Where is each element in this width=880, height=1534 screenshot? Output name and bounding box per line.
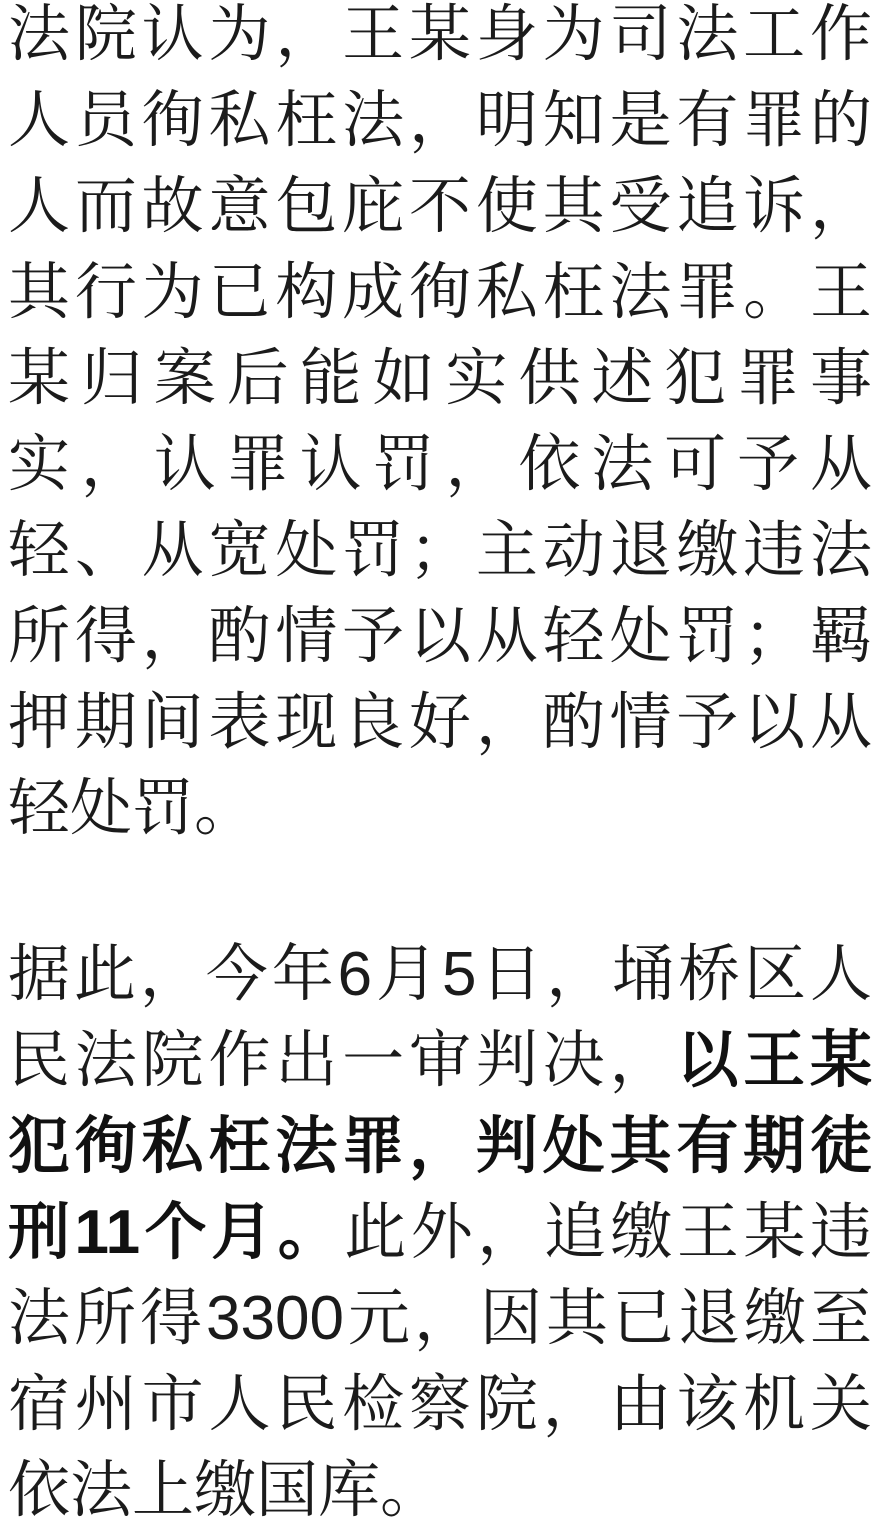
verdict-intro-text: 据此，今年6月5日，埇桥区人民法院作出一审判决， — [8, 940, 872, 1095]
paragraph-court-opinion: 法院认为，王某身为司法工作人员徇私枉法，明知是有罪的人而故意包庇不使其受追诉，其行为已构成徇私枉法罪。王某归案后能如实供述犯罪事实，认罪认罚，依法可予从轻、从宽处罚；主动退缴违法所得，酌情予以从轻处罚；羁押期间表现良好，酌情予以从轻处罚。 — [8, 0, 872, 843]
verdict-followup-text: 此外，追缴王某违法所得3300元，因其已退缴至宿州市人民检察院，由该机关依法上缴国库。 — [8, 1198, 872, 1525]
paragraph-verdict — [8, 932, 872, 1534]
verdict-sentence-bold-text: 以王某犯徇私枉法罪，判处其有期徒刑11个月。 — [8, 1026, 872, 1267]
